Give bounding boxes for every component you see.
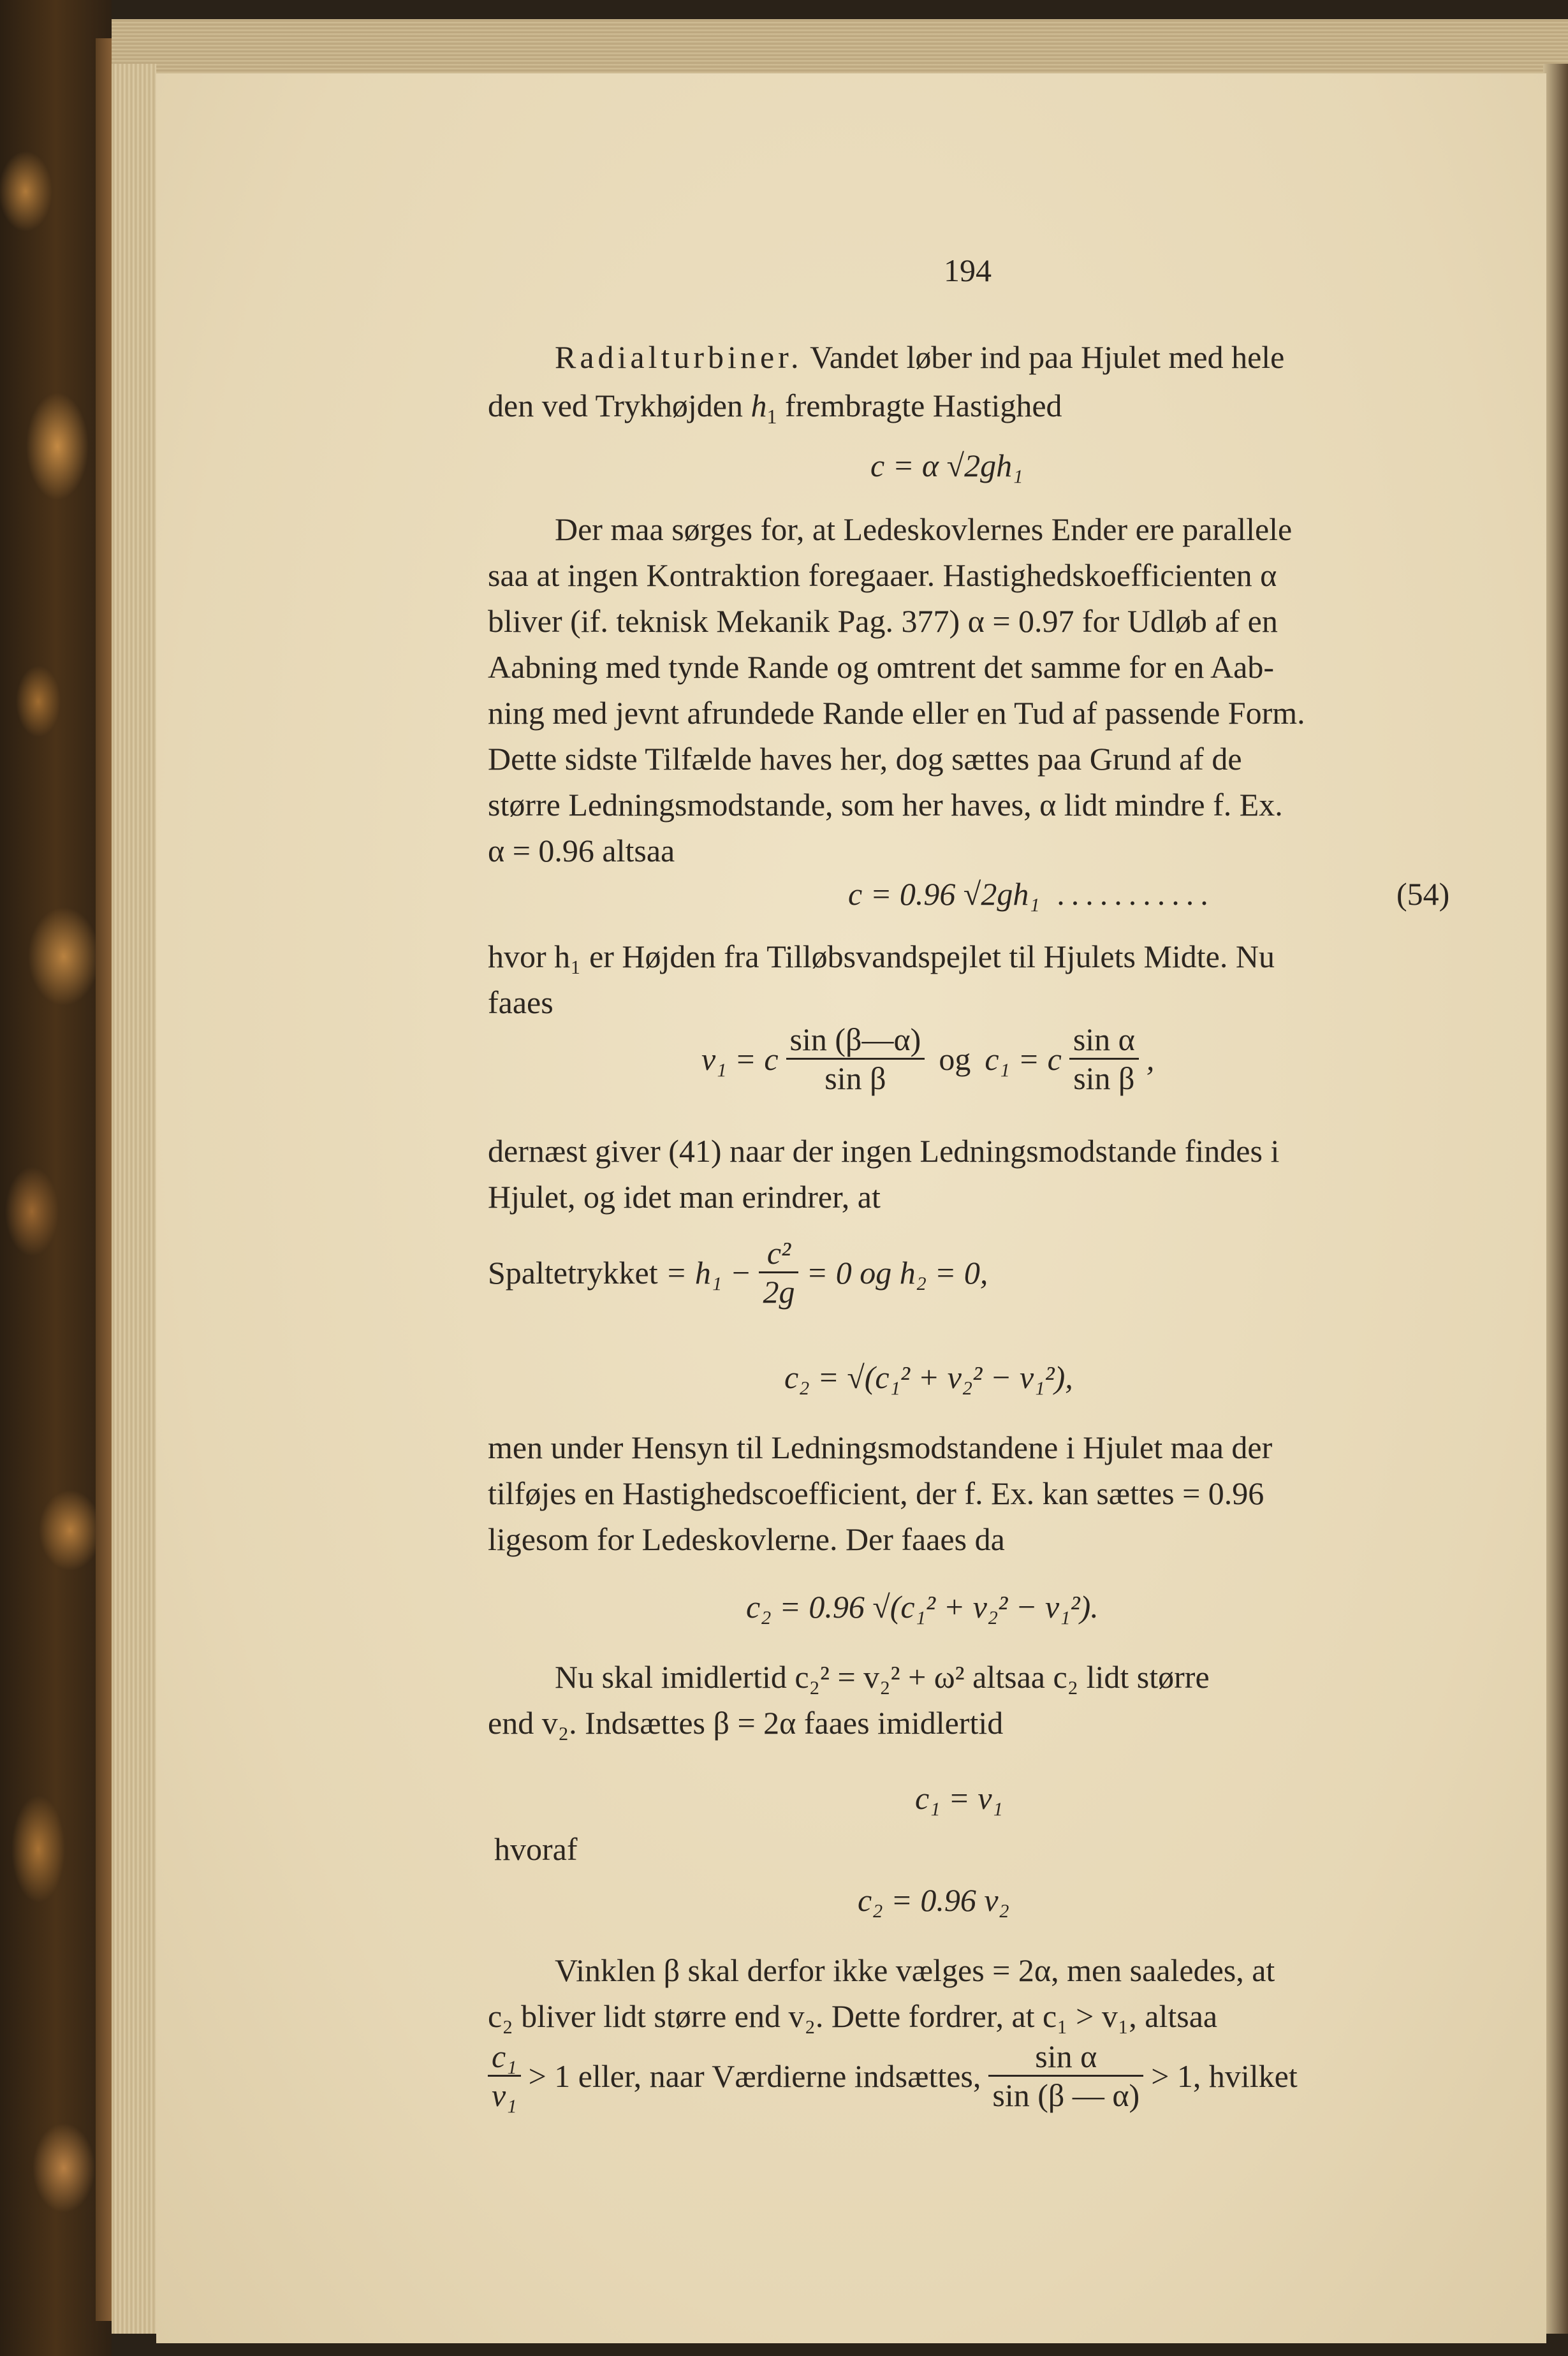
para2-line: α = 0.96 altsaa (488, 833, 675, 868)
para6-line: Nu skal imidlertid c₂² = v₂² + ω² altsaa c₂ lidt større (555, 1659, 1210, 1695)
para5-line: ligesom for Ledeskovlerne. Der faaes da (488, 1521, 1005, 1557)
fraction-numerator: sin α (1073, 1021, 1135, 1057)
page-stack-right (1543, 64, 1568, 2334)
equation-c2-coefficient: c₂ = 0.96 √(c₁² + v₂² − v₁²). (746, 1589, 1099, 1625)
para1-line2-a: den ved Trykhøjden (488, 388, 743, 423)
para1-line1-text: Vandet løber ind paa Hjulet med hele (810, 339, 1285, 375)
para3-line: faaes (488, 984, 553, 1020)
para2-line: Aabning med tynde Rande og omtrent det samme for en Aab- (488, 649, 1275, 685)
para2-line: større Ledningsmodstande, som her haves, α lidt mindre f. Ex. (488, 787, 1283, 823)
equation-54-expr: c = 0.96 √2gh₁ (848, 876, 1040, 912)
para2-line: Der maa sørges for, at Ledeskovlernes Ender ere parallele (555, 511, 1293, 547)
equation-54 (848, 878, 1215, 910)
equation-spaltetrykket (488, 1237, 988, 1308)
para3-line: hvor h₁ er Højden fra Tilløbsvandspejlet til Hjulets Midte. Nu (488, 939, 1275, 974)
para2-line: saa at ingen Kontraktion foregaaer. Hastighedskoefficienten α (488, 557, 1277, 593)
spaltetrykket-h1: = h₁ − (665, 1254, 752, 1291)
para4-line: dernæst giver (41) naar der ingen Ledningsmodstande findes i (488, 1133, 1280, 1169)
para2-line: ning med jevnt afrundede Rande eller en Tud af passende Form. (488, 695, 1305, 731)
fraction-numerator: c₁ (492, 2038, 517, 2074)
marbled-book-cover (0, 0, 112, 2356)
para1-line2: den ved Trykhøjden $h_1$ frembragte Hastighed (488, 388, 1062, 428)
equation-c2-v2: c₂ = 0.96 v₂ (858, 1882, 1009, 1918)
fraction-denominator: sin β (786, 1058, 925, 1094)
fraction-denominator: sin β (1069, 1058, 1139, 1094)
book-page (156, 73, 1546, 2343)
equation-c1-v1: c₁ = v₁ (915, 1780, 1003, 1816)
fraction-sin-alpha-beta (1069, 1023, 1139, 1094)
para1-line2-b: frembragte Hastighed (785, 388, 1062, 423)
spaltetrykket-label: Spaltetrykket (488, 1254, 658, 1291)
page-number: 194 (944, 252, 992, 288)
last-line-text: > 1 eller, naar Værdierne indsættes, (528, 2058, 981, 2094)
para7-line: c₂ bliver lidt større end v₂. Dette fordrer, at c₁ > v₁, altsaa (488, 1998, 1218, 2034)
equation-og: og (939, 1041, 971, 1077)
para2-line: Dette sidste Tilfælde haves her, dog sættes paa Grund af de (488, 741, 1242, 777)
para2-line: bliver (if. teknisk Mekanik Pag. 377) α = 0.97 for Udløb af en (488, 603, 1278, 639)
para6-line: end v₂. Indsættes β = 2α faaes imidlertid (488, 1705, 1004, 1741)
page-stack-top (112, 19, 1568, 80)
hvoraf-word: hvoraf (494, 1831, 578, 1867)
fraction-c1-v1 (488, 2040, 521, 2111)
fraction-numerator: c² (766, 1235, 791, 1271)
equation-54-dots: ........... (1057, 876, 1215, 912)
equation-tail: , (1146, 1041, 1155, 1077)
last-line (488, 2040, 1298, 2111)
para1-line1 (555, 341, 1284, 373)
page-stack-left (112, 64, 156, 2334)
fraction-sin-beta-alpha (786, 1023, 925, 1094)
fraction-sin-alpha-beta-minus-alpha (988, 2040, 1143, 2111)
para7-line: Vinklen β skal derfor ikke vælges = 2α, men saaledes, at (555, 1952, 1275, 1988)
equation-c2-root: c₂ = √(c₁² + v₂² − v₁²), (784, 1359, 1073, 1395)
equation-c1-lhs: c₁ = c (985, 1041, 1062, 1077)
para5-line: tilføjes en Hastighedscoefficient, der f. Ex. kan sættes = 0.96 (488, 1475, 1264, 1511)
fraction-denominator: v₁ (488, 2075, 521, 2111)
fraction-denominator: sin (β — α) (988, 2075, 1143, 2111)
fraction-numerator: sin (β—α) (789, 1021, 921, 1057)
para5-line: men under Hensyn til Ledningsmodstandene i Hjulet maa der (488, 1430, 1273, 1465)
section-heading: Radialturbiner. (555, 339, 803, 375)
fraction-denominator: 2g (759, 1271, 798, 1308)
para4-line: Hjulet, og idet man erindrer, at (488, 1179, 881, 1215)
last-line-tail: > 1, hvilket (1151, 2058, 1298, 2094)
spaltetrykket-rest: = 0 og h₂ = 0, (806, 1254, 988, 1291)
fraction-c2-2g (759, 1237, 798, 1308)
equation-v1-c1 (701, 1023, 1154, 1094)
equation-v1-lhs: v₁ = c (701, 1041, 779, 1077)
fraction-numerator: sin α (1035, 2038, 1097, 2074)
equation-velocity: c = α √2gh₁ (870, 448, 1023, 483)
equation-number-54: (54) (1396, 876, 1450, 912)
